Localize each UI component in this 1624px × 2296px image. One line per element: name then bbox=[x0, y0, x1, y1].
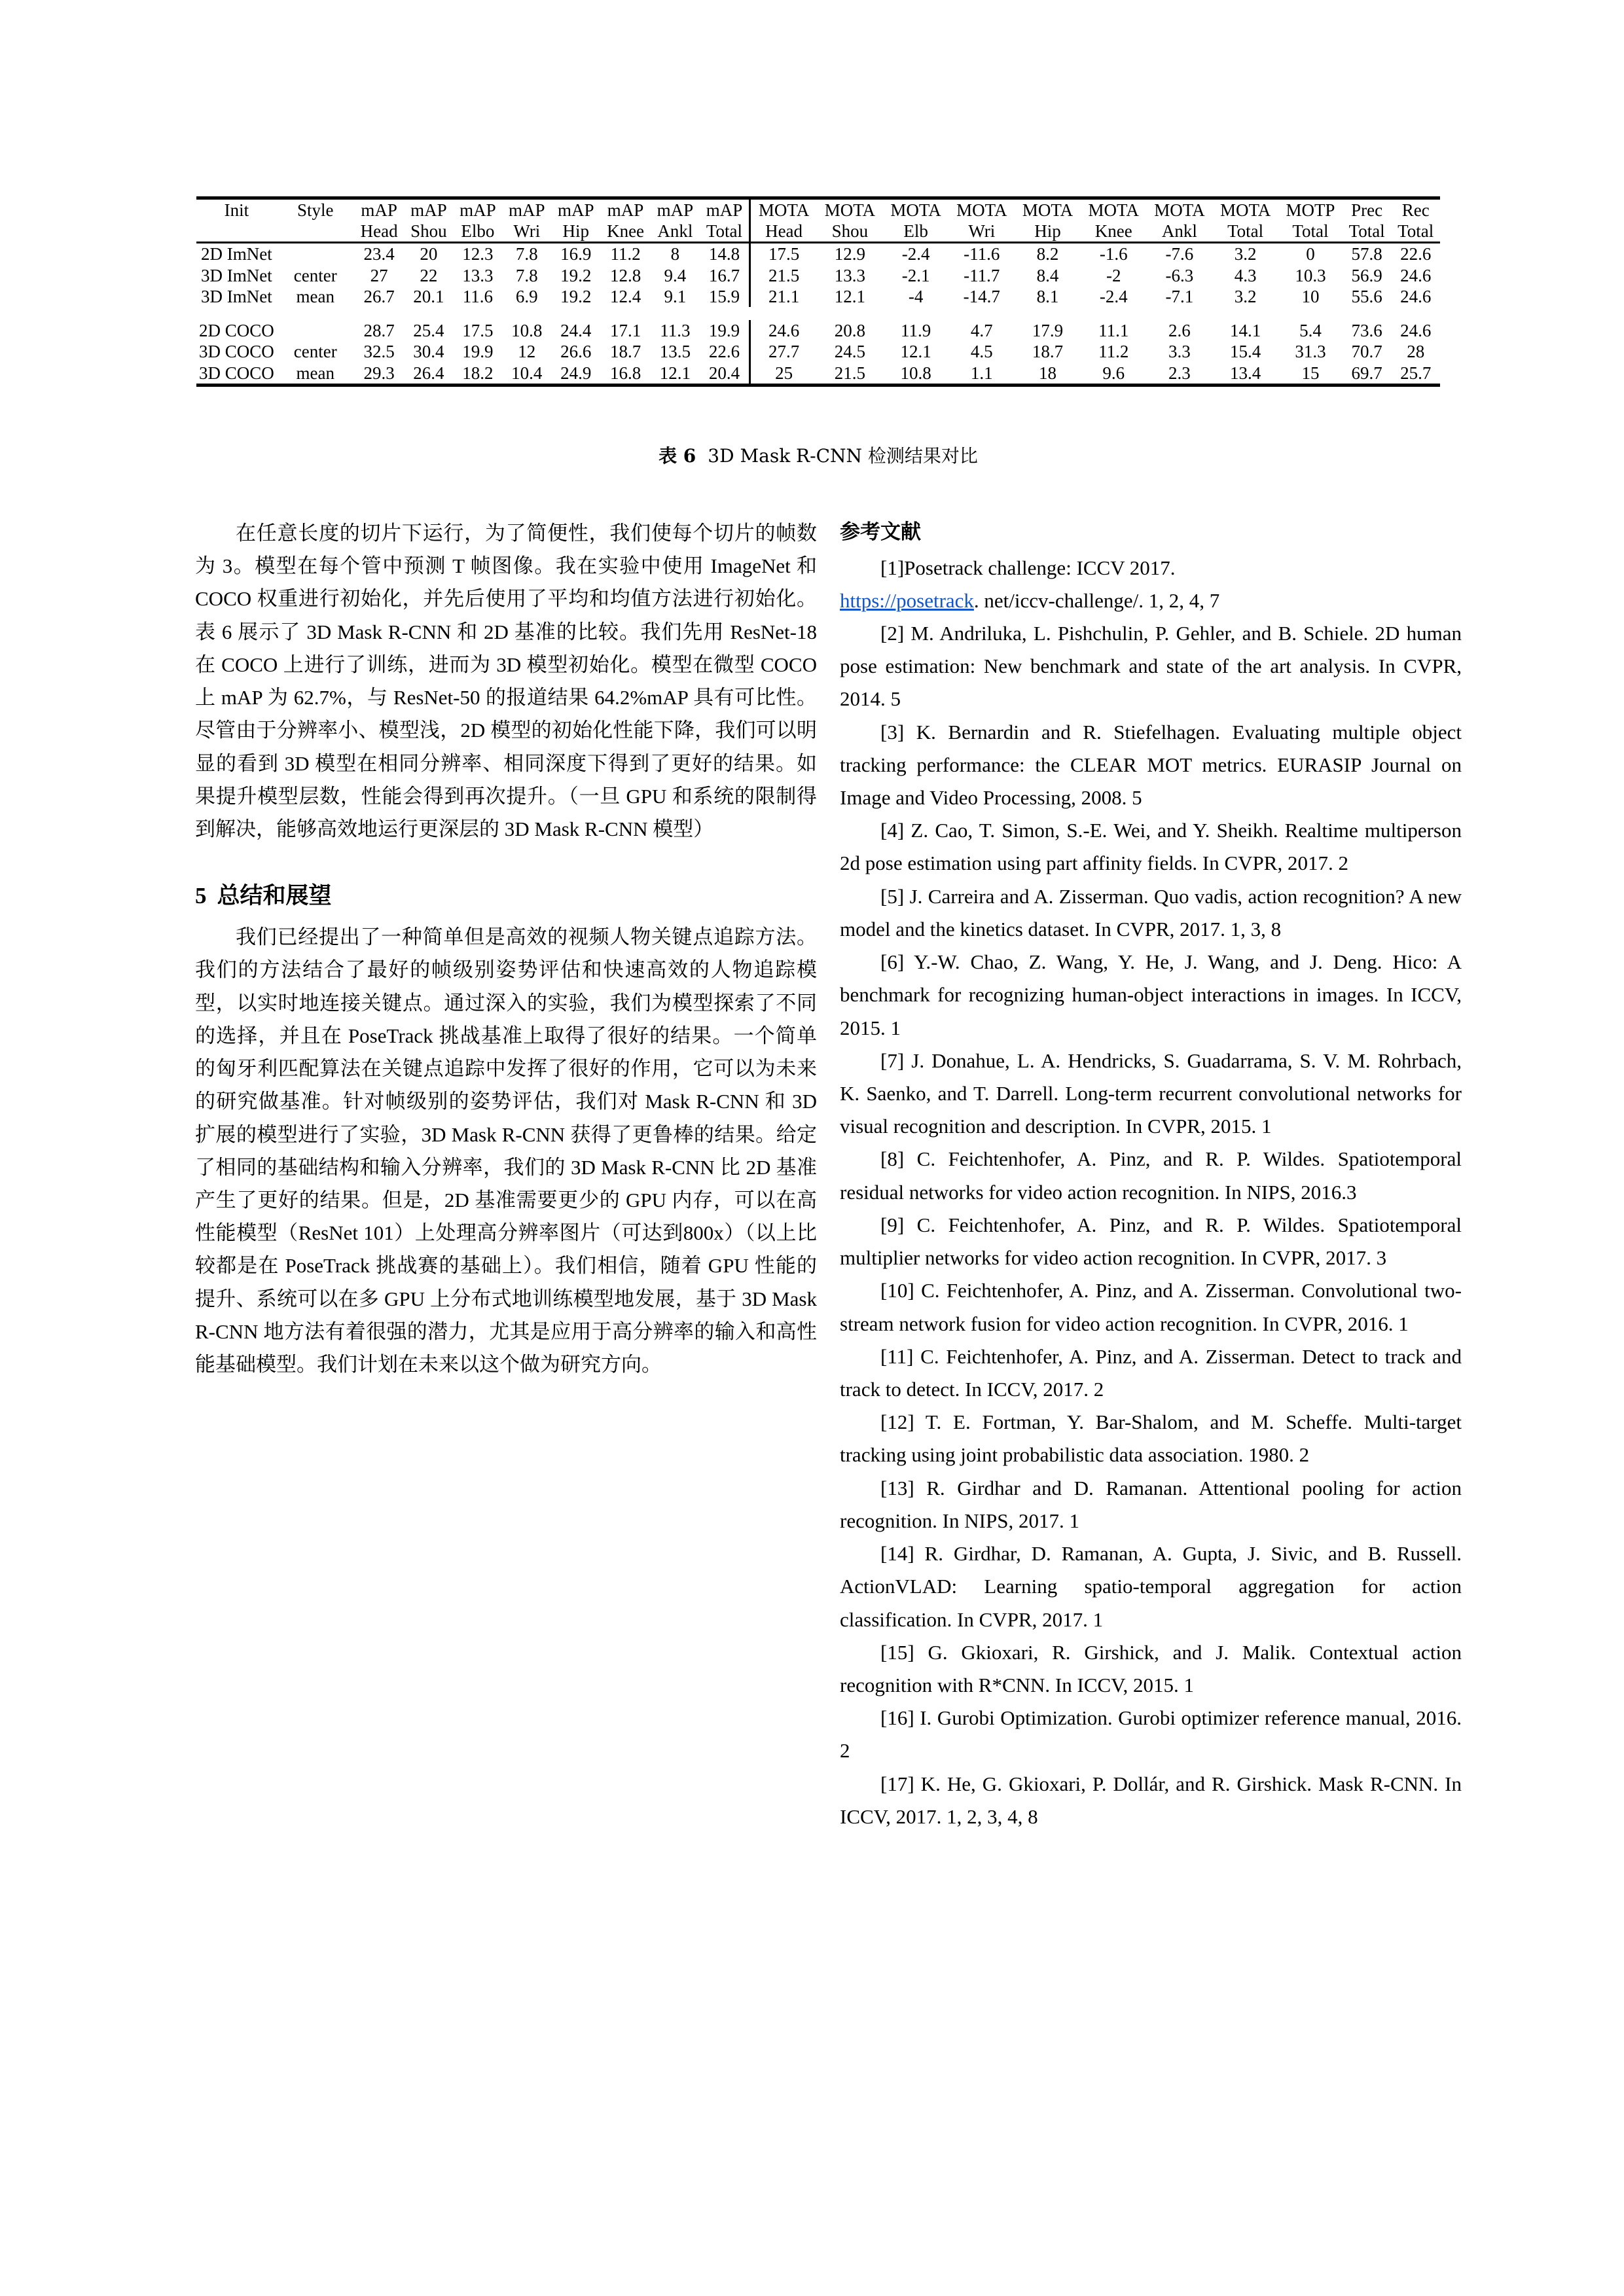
header-mota-total: MOTA bbox=[1219, 200, 1271, 220]
cell-mota-wri: -14.7 bbox=[963, 286, 1000, 306]
cell-init: 3D COCO bbox=[199, 363, 274, 383]
cell-mota-head: 17.5 bbox=[750, 243, 817, 265]
cell-map-wri: 10.4 bbox=[511, 363, 543, 383]
reference-text: C. Feichtenhofer, A. Pinz, and A. Zisserman. Detect to track and track to detect. In ICCV, 2017. 2 bbox=[840, 1344, 1462, 1401]
cell-mota-head: 24.6 bbox=[750, 320, 817, 341]
header-map-elbo: mAP bbox=[460, 200, 496, 220]
cell-map-head: 29.3 bbox=[363, 363, 395, 383]
header-mota-elb: MOTA bbox=[890, 200, 941, 220]
cell-map-total: 15.9 bbox=[708, 286, 740, 306]
table-group-spacer-cell bbox=[196, 307, 1440, 320]
cell-map-shou: 20.1 bbox=[413, 286, 444, 306]
header-mota-hip: MOTA bbox=[1022, 200, 1074, 220]
cell-rec-total: 25.7 bbox=[1400, 363, 1432, 383]
cell-mota-total: 14.1 bbox=[1229, 321, 1261, 341]
subheader-mota-ankl: Ankl bbox=[1161, 221, 1197, 242]
table-row bbox=[196, 286, 1440, 307]
cell-map-wri: 10.8 bbox=[511, 321, 543, 341]
cell-mota-head: 25 bbox=[750, 363, 817, 386]
reference-label: [2] bbox=[880, 621, 905, 645]
cell-init: 3D ImNet bbox=[201, 286, 272, 306]
cell-mota-total: 15.4 bbox=[1229, 342, 1261, 362]
reference-text: G. Gkioxari, R. Girshick, and J. Malik. Contextual action recognition with R*CNN. In ICCV, 2015. 1 bbox=[840, 1640, 1462, 1696]
reference-item bbox=[840, 1472, 1462, 1537]
subheader-map-shou: Shou bbox=[410, 221, 447, 242]
subheader-mota-knee: Knee bbox=[1094, 221, 1132, 242]
cell-map-head: 26.7 bbox=[363, 286, 395, 306]
cell-map-elbo: 19.9 bbox=[462, 342, 494, 362]
reference-text: R. Girdhar, D. Ramanan, A. Gupta, J. Sivic, and B. Russell. ActionVLAD: Learning spatio-temporal aggregation for action classification. In CVPR, 2017. 1 bbox=[840, 1542, 1462, 1631]
section-heading-conclusion bbox=[195, 880, 817, 912]
cell-mota-knee: 11.2 bbox=[1098, 342, 1129, 362]
cell-map-total: 22.6 bbox=[708, 342, 740, 362]
reference-text: C. Feichtenhofer, A. Pinz, and A. Zisserman. Convolutional two-stream network fusion for video action recognition. In CVPR, 2016. 1 bbox=[840, 1279, 1462, 1335]
cell-map-ankl: 12.1 bbox=[659, 363, 691, 383]
table-body-imnet bbox=[196, 243, 1440, 307]
cell-mota-knee: 11.1 bbox=[1098, 321, 1129, 341]
cell-mota-shou: 21.5 bbox=[834, 363, 866, 383]
cell-map-knee: 12.8 bbox=[609, 265, 641, 285]
header-motp-total: MOTP bbox=[1286, 200, 1335, 220]
cell-map-elbo: 11.6 bbox=[462, 286, 493, 306]
cell-map-elbo: 12.3 bbox=[462, 244, 494, 264]
cell-map-ankl: 11.3 bbox=[660, 321, 691, 341]
cell-style: center bbox=[293, 342, 337, 362]
reference-text: C. Feichtenhofer, A. Pinz, and R. P. Wildes. Spatiotemporal multiplier networks for video action recognition. In CVPR, 2017. 3 bbox=[840, 1213, 1462, 1270]
cell-map-hip: 24.4 bbox=[560, 321, 592, 341]
cell-map-hip: 19.2 bbox=[560, 286, 592, 306]
cell-motp-total: 15 bbox=[1301, 363, 1320, 383]
cell-mota-hip: 18 bbox=[1039, 363, 1056, 383]
cell-rec-total: 22.6 bbox=[1400, 244, 1432, 264]
header-mota-shou: MOTA bbox=[824, 200, 876, 220]
subheader-map-elbo: Elbo bbox=[461, 221, 495, 242]
cell-map-head: 28.7 bbox=[363, 321, 395, 341]
table-header-row-top bbox=[196, 198, 1440, 221]
references-list bbox=[840, 552, 1462, 1834]
cell-mota-elb: -2.1 bbox=[901, 265, 930, 285]
reference-text: R. Girdhar and D. Ramanan. Attentional pooling for action recognition. In NIPS, 2017. 1 bbox=[840, 1476, 1462, 1532]
cell-mota-hip: 8.2 bbox=[1036, 244, 1059, 264]
reference-item bbox=[840, 1143, 1462, 1208]
cell-map-knee: 11.2 bbox=[610, 244, 641, 264]
header-prec-total: Prec bbox=[1351, 200, 1383, 220]
cell-mota-head: 27.7 bbox=[750, 341, 817, 362]
reference-item bbox=[840, 552, 1462, 617]
cell-map-knee: 16.8 bbox=[609, 363, 641, 383]
cell-mota-ankl: 3.3 bbox=[1168, 342, 1191, 362]
header-map-total: mAP bbox=[706, 200, 743, 220]
subheader-mota-head: Head bbox=[750, 221, 817, 243]
cell-map-elbo: 18.2 bbox=[462, 363, 494, 383]
header-map-head: mAP bbox=[361, 200, 397, 220]
cell-map-ankl: 9.1 bbox=[664, 286, 687, 306]
reference-text: Z. Cao, T. Simon, S.-E. Wei, and Y. Sheikh. Realtime multiperson 2d pose estimation using part affinity fields. In CVPR, 2017. 2 bbox=[840, 819, 1462, 875]
header-map-shou: mAP bbox=[410, 200, 447, 220]
reference-text: C. Feichtenhofer, A. Pinz, and R. P. Wildes. Spatiotemporal residual networks for video action recognition. In NIPS, 2016.3 bbox=[840, 1147, 1462, 1204]
cell-mota-head: 21.5 bbox=[750, 265, 817, 286]
reference-item bbox=[840, 1537, 1462, 1636]
reference-link[interactable]: https://posetrack bbox=[840, 588, 974, 612]
reference-label: [5] bbox=[880, 884, 905, 908]
header-map-ankl: mAP bbox=[657, 200, 694, 220]
cell-style: center bbox=[293, 265, 337, 285]
table-row bbox=[196, 265, 1440, 286]
reference-label: [13] bbox=[880, 1476, 914, 1499]
cell-init: 2D COCO bbox=[199, 321, 274, 341]
cell-map-shou: 30.4 bbox=[413, 342, 444, 362]
subheader-map-total: Total bbox=[706, 221, 743, 242]
cell-map-wri: 6.9 bbox=[515, 286, 538, 306]
reference-label: [3] bbox=[880, 720, 905, 744]
reference-item bbox=[840, 1636, 1462, 1702]
header-rec-total: Rec bbox=[1401, 200, 1430, 220]
table-bottom-rule-cell bbox=[196, 385, 1440, 387]
cell-mota-ankl: -7.1 bbox=[1165, 286, 1194, 306]
reference-text: T. E. Fortman, Y. Bar-Shalom, and M. Scheffe. Multi-target tracking using joint probabilistic data association. 1980. 2 bbox=[840, 1410, 1462, 1467]
reference-text: K. Bernardin and R. Stiefelhagen. Evaluating multiple object tracking performance: the CLEAR MOT metrics. EURASIP Journal on Image and Video Processing, 2008. 5 bbox=[840, 720, 1462, 810]
table-caption-text: 3D Mask R-CNN 检测结果对比 bbox=[708, 445, 978, 467]
subheader-init bbox=[196, 221, 277, 243]
cell-map-knee: 18.7 bbox=[609, 342, 641, 362]
cell-map-head: 23.4 bbox=[363, 244, 395, 264]
header-init: Init bbox=[224, 200, 249, 220]
header-mota-knee: MOTA bbox=[1088, 200, 1139, 220]
cell-map-hip: 16.9 bbox=[560, 244, 592, 264]
cell-mota-total: 13.4 bbox=[1229, 363, 1261, 383]
cell-prec-total: 55.6 bbox=[1351, 286, 1382, 306]
cell-map-total: 20.4 bbox=[708, 363, 740, 383]
cell-mota-ankl: -7.6 bbox=[1165, 244, 1194, 264]
header-map-hip: mAP bbox=[557, 200, 594, 220]
cell-prec-total: 70.7 bbox=[1351, 342, 1382, 362]
cell-mota-hip: 8.1 bbox=[1036, 286, 1059, 306]
reference-label: [9] bbox=[880, 1213, 905, 1236]
table-header bbox=[196, 198, 1440, 243]
reference-label: [7] bbox=[880, 1049, 905, 1072]
paragraph-experiments: 在任意长度的切片下运行，为了简便性，我们使每个切片的帧数为 3。模型在每个管中预测 T 帧图像。我在实验中使用 ImageNet 和 COCO 权重进行初始化，并先后使用了平均和均值方法进行初始化。表 6 展示了 3D Mask R-CNN 和 2D 基准的比较。我们先用 ResNet-18 在 COCO 上进行了训练，进而为 3D 模型初始化。模型在微型 COCO 上 mAP 为 62.7%，与 ResNet-50 的报道结果 64.2%mAP 具有可比性。尽管由于分辨率小、模型浅，2D 模型的初始化性能下降，我们可以明显的看到 3D 模型在相同分辨率、相同深度下得到了更好的结果。如果提升模型层数，性能会得到再次提升。（一旦 GPU 和系统的限制得到解决，能够高效地运行更深层的 3D Mask R-CNN 模型） bbox=[195, 522, 817, 840]
cell-mota-elb: 12.1 bbox=[900, 342, 931, 362]
cell-map-elbo: 17.5 bbox=[462, 321, 494, 341]
cell-style: mean bbox=[296, 286, 334, 306]
subheader-mota-total: Total bbox=[1227, 221, 1264, 242]
cell-mota-total: 4.3 bbox=[1234, 265, 1257, 285]
references-heading: 参考文献 bbox=[840, 520, 921, 543]
cell-mota-elb: -2.4 bbox=[901, 244, 930, 264]
table-row bbox=[196, 243, 1440, 265]
cell-map-total: 14.8 bbox=[708, 244, 740, 264]
cell-prec-total: 73.6 bbox=[1351, 321, 1382, 341]
cell-mota-shou: 20.8 bbox=[834, 321, 866, 341]
table-row bbox=[196, 341, 1440, 362]
subheader-map-wri: Wri bbox=[513, 221, 541, 242]
cell-mota-ankl: 2.6 bbox=[1168, 321, 1191, 341]
subheader-map-hip: Hip bbox=[562, 221, 589, 242]
reference-text-after-link: . net/iccv-challenge/. 1, 2, 4, 7 bbox=[973, 588, 1220, 612]
reference-item bbox=[840, 1768, 1462, 1833]
cell-mota-ankl: -6.3 bbox=[1165, 265, 1194, 285]
cell-prec-total: 56.9 bbox=[1351, 265, 1382, 285]
cell-mota-total: 3.2 bbox=[1234, 244, 1257, 264]
subheader-mota-wri: Wri bbox=[968, 221, 996, 242]
cell-map-elbo: 13.3 bbox=[462, 265, 494, 285]
cell-mota-shou: 12.9 bbox=[834, 244, 866, 264]
table-bottom-rule bbox=[196, 385, 1440, 387]
header-style: Style bbox=[297, 200, 334, 220]
section-title: 总结和展望 bbox=[217, 883, 332, 909]
cell-map-hip: 19.2 bbox=[560, 265, 592, 285]
reference-label: [14] bbox=[880, 1542, 914, 1566]
cell-map-shou: 20 bbox=[420, 244, 438, 264]
reference-label: [6] bbox=[880, 950, 905, 974]
cell-mota-wri: 4.5 bbox=[970, 342, 993, 362]
cell-map-shou: 22 bbox=[420, 265, 438, 285]
cell-style: mean bbox=[296, 363, 334, 383]
cell-map-shou: 26.4 bbox=[413, 363, 444, 383]
reference-item bbox=[840, 1209, 1462, 1274]
cell-mota-total: 3.2 bbox=[1234, 286, 1257, 306]
reference-text: I. Gurobi Optimization. Gurobi optimizer reference manual, 2016. 2 bbox=[840, 1706, 1462, 1763]
cell-rec-total: 24.6 bbox=[1400, 321, 1432, 341]
table-body-coco bbox=[196, 307, 1440, 387]
cell-style bbox=[277, 320, 354, 341]
reference-text: Y.-W. Chao, Z. Wang, Y. He, J. Wang, and J. Deng. Hico: A benchmark for recognizing human-object interactions in images. In ICCV, 2015. 1 bbox=[840, 950, 1462, 1039]
cell-map-knee: 17.1 bbox=[609, 321, 641, 341]
cell-mota-knee: -2 bbox=[1106, 265, 1121, 285]
subheader-motp-total: Total bbox=[1292, 221, 1329, 242]
cell-mota-knee: 9.6 bbox=[1102, 363, 1125, 383]
reference-item bbox=[840, 814, 1462, 880]
subheader-mota-elb: Elb bbox=[903, 221, 928, 242]
cell-map-total: 16.7 bbox=[708, 265, 740, 285]
results-table bbox=[196, 196, 1440, 387]
reference-item bbox=[840, 1340, 1462, 1406]
table-group-spacer bbox=[196, 307, 1440, 320]
cell-map-hip: 24.9 bbox=[560, 363, 592, 383]
cell-mota-wri: -11.6 bbox=[964, 244, 1000, 264]
reference-label: [1] bbox=[880, 556, 905, 579]
cell-map-ankl: 9.4 bbox=[664, 265, 687, 285]
right-column bbox=[840, 517, 1462, 1833]
cell-init: 2D ImNet bbox=[201, 244, 272, 264]
cell-prec-total: 57.8 bbox=[1351, 244, 1382, 264]
subheader-map-head: Head bbox=[360, 221, 398, 242]
cell-init: 3D ImNet bbox=[201, 265, 272, 285]
cell-init: 3D COCO bbox=[199, 342, 274, 362]
reference-item bbox=[840, 1406, 1462, 1471]
cell-map-hip: 26.6 bbox=[560, 342, 592, 362]
reference-item bbox=[840, 716, 1462, 815]
cell-mota-elb: 11.9 bbox=[900, 321, 931, 341]
cell-mota-elb: -4 bbox=[908, 286, 924, 306]
reference-label: [17] bbox=[880, 1772, 914, 1795]
reference-label: [12] bbox=[880, 1410, 914, 1434]
subheader-mota-hip: Hip bbox=[1034, 221, 1061, 242]
reference-label: [10] bbox=[880, 1279, 914, 1302]
reference-text: Posetrack challenge: ICCV 2017. bbox=[904, 556, 1176, 579]
paragraph-conclusion: 我们已经提出了一种简单但是高效的视频人物关键点追踪方法。我们的方法结合了最好的帧级别姿势评估和快速高效的人物追踪模型，以实时地连接关键点。通过深入的实验，我们为模型探索了不同的选择，并且在 PoseTrack 挑战基准上取得了很好的结果。一个简单的匈牙利匹配算法在关键点追踪中发挥了很好的作用，它可以为未来的研究做基准。针对帧级别的姿势评估，我们对 Mask R-CNN 和 3D 扩展的模型进行了实验，3D Mask R-CNN 获得了更鲁棒的结果。给定了相同的基础结构和输入分辨率，我们的 3D Mask R-CNN 比 2D 基准产生了更好的结果。但是，2D 基准需要更少的 GPU 内存，可以在高性能模型（ResNet 101）上处理高分辨率图片（可达到800x）（以上比较都是在 PoseTrack 挑战赛的基础上）。我们相信，随着 GPU 性能的提升、系统可以在多 GPU 上分布式地训练模型地发展，基于 3D Mask R-CNN 地方法有着很强的潜力，尤其是应用于高分辨率的输入和高性能基础模型。我们计划在未来以这个做为研究方向。 bbox=[195, 925, 817, 1376]
cell-mota-wri: 4.7 bbox=[970, 321, 993, 341]
cell-mota-knee: -2.4 bbox=[1099, 286, 1128, 306]
cell-mota-elb: 10.8 bbox=[900, 363, 931, 383]
reference-item bbox=[840, 1702, 1462, 1767]
header-mota-wri: MOTA bbox=[956, 200, 1007, 220]
cell-motp-total: 10.3 bbox=[1295, 265, 1326, 285]
subheader-style bbox=[277, 221, 354, 243]
reference-text: K. He, G. Gkioxari, P. Dollár, and R. Girshick. Mask R-CNN. In ICCV, 2017. 1, 2, 3, 4, 8 bbox=[840, 1772, 1462, 1828]
header-mota-head: MOTA bbox=[750, 198, 817, 221]
cell-rec-total: 24.6 bbox=[1400, 265, 1432, 285]
reference-text: J. Carreira and A. Zisserman. Quo vadis, action recognition? A new model and the kinetics dataset. In CVPR, 2017. 1, 3, 8 bbox=[840, 884, 1462, 941]
cell-motp-total: 0 bbox=[1306, 244, 1315, 264]
subheader-map-knee: Knee bbox=[607, 221, 645, 242]
subheader-rec-total: Total bbox=[1398, 221, 1434, 242]
subheader-prec-total: Total bbox=[1348, 221, 1385, 242]
subheader-mota-shou: Shou bbox=[831, 221, 869, 242]
cell-mota-hip: 17.9 bbox=[1032, 321, 1064, 341]
cell-mota-wri: 1.1 bbox=[970, 363, 993, 383]
section-number: 5 bbox=[195, 883, 207, 909]
reference-item bbox=[840, 617, 1462, 716]
cell-rec-total: 24.6 bbox=[1400, 286, 1432, 306]
cell-motp-total: 10 bbox=[1301, 286, 1320, 306]
cell-mota-ankl: 2.3 bbox=[1168, 363, 1191, 383]
cell-map-ankl: 8 bbox=[670, 244, 680, 264]
left-column bbox=[195, 517, 817, 1381]
reference-text: M. Andriluka, L. Pishchulin, P. Gehler, and B. Schiele. 2D human pose estimation: New benchmark and state of the art analysis. In CVPR, 2014. 5 bbox=[840, 621, 1462, 711]
header-mota-ankl: MOTA bbox=[1154, 200, 1205, 220]
cell-map-total: 19.9 bbox=[708, 321, 740, 341]
cell-mota-hip: 8.4 bbox=[1036, 265, 1059, 285]
cell-map-wri: 12 bbox=[518, 342, 536, 362]
table-header-row-sub bbox=[196, 221, 1440, 243]
results-table-container bbox=[196, 196, 1440, 387]
table-row bbox=[196, 363, 1440, 386]
cell-mota-hip: 18.7 bbox=[1032, 342, 1064, 362]
cell-map-shou: 25.4 bbox=[413, 321, 444, 341]
reference-item bbox=[840, 946, 1462, 1045]
cell-mota-shou: 24.5 bbox=[834, 342, 866, 362]
table-row bbox=[196, 320, 1440, 341]
cell-map-wri: 7.8 bbox=[515, 244, 538, 264]
reference-label: [4] bbox=[880, 819, 905, 842]
cell-mota-shou: 12.1 bbox=[834, 286, 866, 306]
reference-label: [16] bbox=[880, 1706, 914, 1730]
subheader-map-ankl: Ankl bbox=[657, 221, 693, 242]
header-map-wri: mAP bbox=[509, 200, 545, 220]
table-caption-number: 表 6 bbox=[659, 445, 696, 467]
reference-label: [8] bbox=[880, 1147, 905, 1171]
cell-map-head: 32.5 bbox=[363, 342, 395, 362]
cell-map-wri: 7.8 bbox=[515, 265, 538, 285]
reference-label: [11] bbox=[880, 1344, 914, 1368]
cell-map-ankl: 13.5 bbox=[659, 342, 691, 362]
header-map-knee: mAP bbox=[607, 200, 644, 220]
cell-style bbox=[277, 243, 354, 265]
cell-motp-total: 31.3 bbox=[1295, 342, 1326, 362]
cell-mota-shou: 13.3 bbox=[834, 265, 866, 285]
reference-item bbox=[840, 880, 1462, 946]
cell-rec-total: 28 bbox=[1407, 342, 1425, 362]
cell-map-knee: 12.4 bbox=[609, 286, 641, 306]
reference-label: [15] bbox=[880, 1640, 914, 1664]
cell-mota-head: 21.1 bbox=[750, 286, 817, 307]
cell-motp-total: 5.4 bbox=[1299, 321, 1322, 341]
cell-map-head: 27 bbox=[370, 265, 388, 285]
cell-mota-knee: -1.6 bbox=[1099, 244, 1128, 264]
cell-prec-total: 69.7 bbox=[1351, 363, 1382, 383]
reference-item bbox=[840, 1045, 1462, 1143]
reference-item bbox=[840, 1274, 1462, 1340]
cell-mota-wri: -11.7 bbox=[964, 265, 1000, 285]
table-caption bbox=[196, 442, 1440, 468]
reference-text: J. Donahue, L. A. Hendricks, S. Guadarrama, S. V. M. Rohrbach, K. Saenko, and T. Darrell. Long-term recurrent convolutional networks for visual recognition and description. In CVPR, 2015. 1 bbox=[840, 1049, 1462, 1138]
